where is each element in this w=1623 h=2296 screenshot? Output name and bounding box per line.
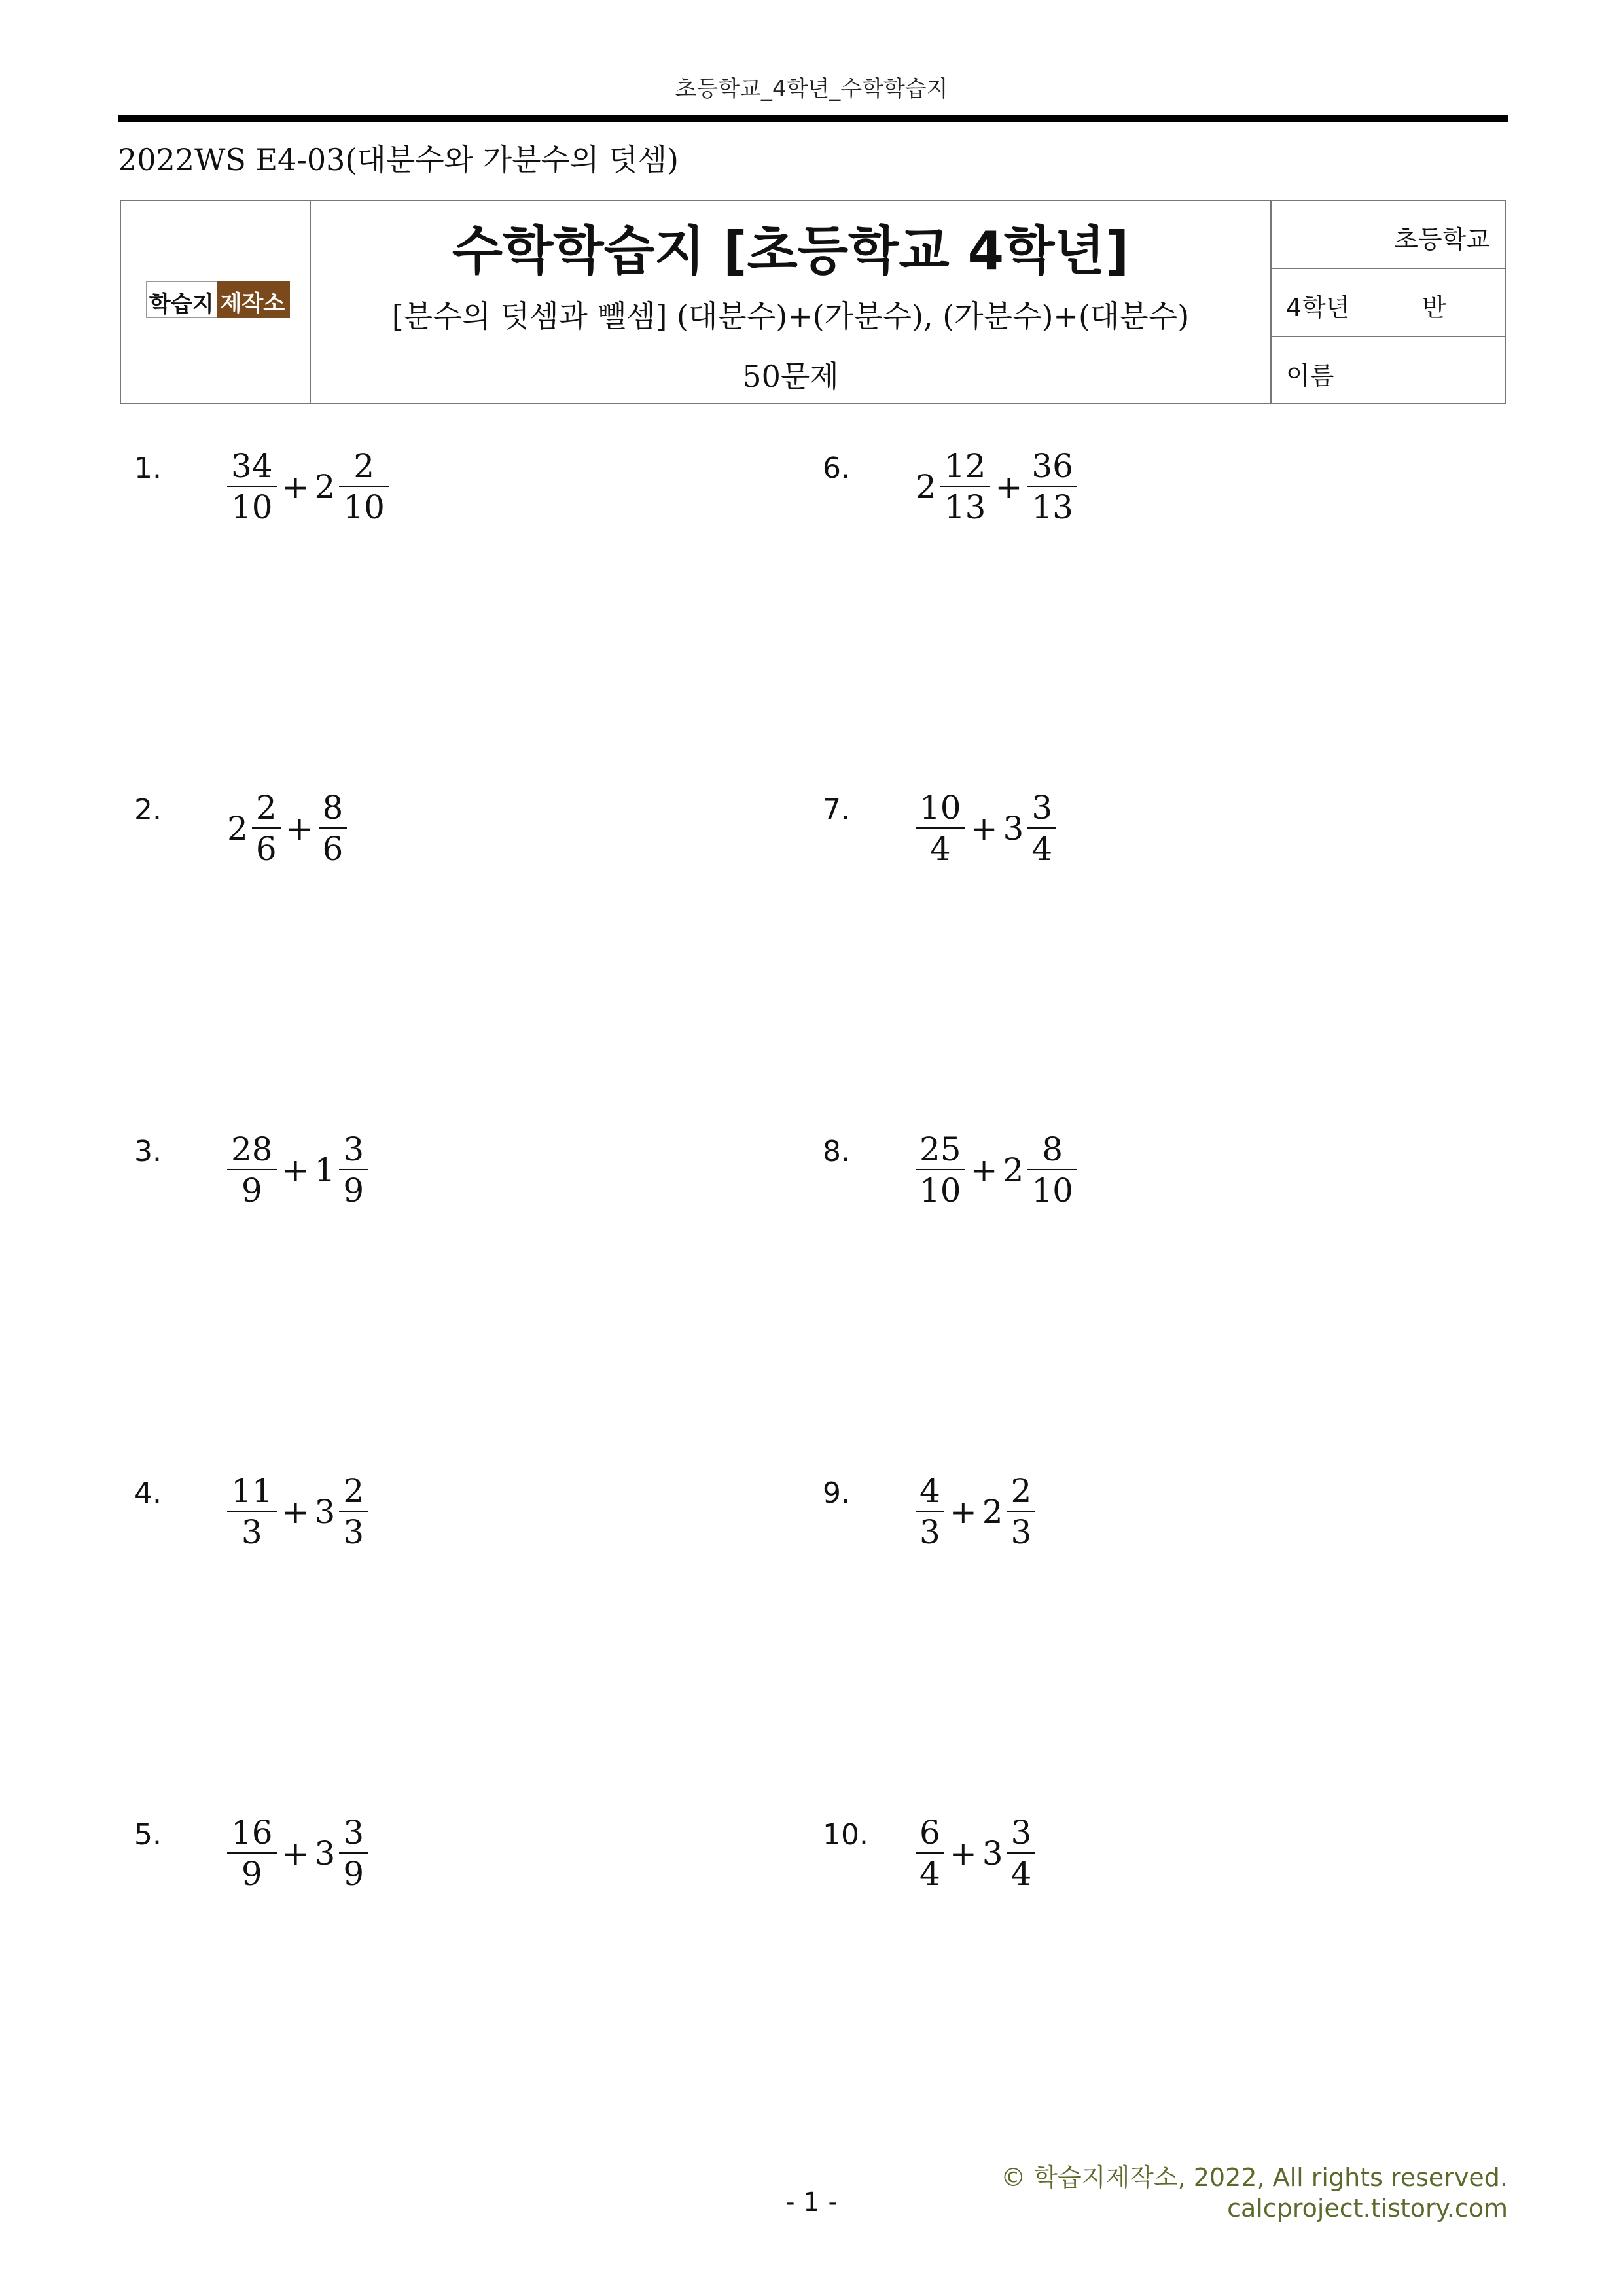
worksheet-title: 수학학습지 [초등학교 4학년] xyxy=(452,221,1130,281)
plus-operator: + xyxy=(281,1151,310,1189)
fraction-expression xyxy=(224,446,391,528)
numerator: 11 xyxy=(231,1472,273,1510)
header-table xyxy=(120,200,1506,404)
fraction-expression xyxy=(913,788,1059,869)
fraction xyxy=(252,788,281,869)
denominator: 3 xyxy=(241,1513,262,1551)
title-cell xyxy=(311,201,1272,403)
fraction xyxy=(227,446,277,528)
fraction xyxy=(227,1813,277,1894)
running-header: 초등학교_4학년_수학학습지 xyxy=(675,76,948,102)
publisher-logo xyxy=(146,281,290,318)
denominator: 4 xyxy=(919,1855,940,1893)
fraction xyxy=(916,1130,965,1211)
numerator: 28 xyxy=(231,1130,273,1168)
fraction xyxy=(319,788,348,869)
denominator: 10 xyxy=(1031,1172,1073,1210)
school-label: 초등학교 xyxy=(1394,225,1490,254)
worksheet-subtitle: [분수의 덧셈과 뺄셈] (대분수)+(가분수), (가분수)+(대분수) xyxy=(391,298,1190,334)
grade-label: 4학년 xyxy=(1286,293,1350,322)
plus-operator: + xyxy=(281,1835,310,1873)
logo-left-text: 학습지 xyxy=(146,281,217,318)
denominator: 10 xyxy=(343,488,385,526)
numerator: 16 xyxy=(231,1814,273,1852)
whole-number: 2 xyxy=(916,468,936,506)
school-row xyxy=(1272,201,1505,269)
problem-number: 5. xyxy=(134,1818,162,1852)
fraction-expression xyxy=(913,1130,1080,1211)
whole-number: 3 xyxy=(314,1493,336,1531)
fraction-expression xyxy=(913,1471,1038,1552)
whole-number: 2 xyxy=(314,468,336,506)
problem-number: 9. xyxy=(823,1477,850,1510)
class-label: 반 xyxy=(1422,293,1446,322)
plus-operator: + xyxy=(281,468,310,506)
denominator: 4 xyxy=(1010,1855,1032,1893)
plus-operator: + xyxy=(970,810,998,848)
numerator: 10 xyxy=(919,789,961,827)
name-label: 이름 xyxy=(1286,361,1334,390)
grade-class-row xyxy=(1272,269,1505,337)
denominator: 4 xyxy=(929,830,951,868)
whole-number: 3 xyxy=(982,1835,1003,1873)
numerator: 3 xyxy=(343,1130,365,1168)
document-code: 2022WS E4-03(대분수와 가분수의 덧셈) xyxy=(118,142,679,177)
numerator: 2 xyxy=(255,789,277,827)
numerator: 6 xyxy=(919,1814,940,1852)
numerator: 25 xyxy=(919,1130,961,1168)
fraction xyxy=(916,1813,944,1894)
plus-operator: + xyxy=(949,1493,977,1531)
whole-number: 3 xyxy=(314,1835,336,1873)
numerator: 36 xyxy=(1031,447,1073,485)
numerator: 3 xyxy=(1010,1814,1032,1852)
denominator: 13 xyxy=(944,488,986,526)
fraction xyxy=(1027,1130,1077,1211)
denominator: 4 xyxy=(1031,830,1053,868)
fraction xyxy=(1027,788,1056,869)
denominator: 3 xyxy=(1010,1513,1032,1551)
top-rule xyxy=(118,115,1508,122)
numerator: 8 xyxy=(1042,1130,1063,1168)
page-number: - 1 - xyxy=(785,2187,838,2217)
fraction xyxy=(227,1130,277,1211)
numerator: 12 xyxy=(944,447,986,485)
denominator: 6 xyxy=(255,830,277,868)
student-info-cell xyxy=(1272,201,1505,403)
numerator: 8 xyxy=(322,789,344,827)
plus-operator: + xyxy=(281,1493,310,1531)
fraction xyxy=(339,446,389,528)
denominator: 9 xyxy=(241,1172,262,1210)
logo-cell xyxy=(121,201,311,403)
denominator: 9 xyxy=(343,1172,365,1210)
fraction-expression xyxy=(224,1813,370,1894)
fraction xyxy=(916,1471,944,1552)
copyright-notice: © 학습지제작소, 2022, All rights reserved. xyxy=(1001,2163,1508,2192)
problem-number: 2. xyxy=(134,793,162,827)
fraction xyxy=(339,1130,368,1211)
name-row xyxy=(1272,337,1505,405)
fraction xyxy=(1027,446,1077,528)
fraction xyxy=(916,788,965,869)
fraction-expression xyxy=(224,1130,370,1211)
numerator: 3 xyxy=(343,1814,365,1852)
denominator: 10 xyxy=(231,488,273,526)
fraction xyxy=(1007,1813,1036,1894)
numerator: 34 xyxy=(231,447,273,485)
fraction-expression xyxy=(224,788,349,869)
whole-number: 1 xyxy=(314,1151,336,1189)
denominator: 3 xyxy=(343,1513,365,1551)
fraction xyxy=(1007,1471,1036,1552)
numerator: 2 xyxy=(343,1472,365,1510)
numerator: 3 xyxy=(1031,789,1053,827)
fraction xyxy=(339,1813,368,1894)
fraction xyxy=(227,1471,277,1552)
problem-number: 6. xyxy=(823,452,850,485)
denominator: 13 xyxy=(1031,488,1073,526)
numerator: 2 xyxy=(353,447,375,485)
plus-operator: + xyxy=(285,810,313,848)
denominator: 9 xyxy=(343,1855,365,1893)
plus-operator: + xyxy=(995,468,1023,506)
fraction-expression xyxy=(913,446,1080,528)
problem-number: 3. xyxy=(134,1135,162,1168)
whole-number: 2 xyxy=(1003,1151,1024,1189)
whole-number: 2 xyxy=(227,810,248,848)
problem-number: 8. xyxy=(823,1135,850,1168)
denominator: 3 xyxy=(919,1513,940,1551)
whole-number: 3 xyxy=(1003,810,1024,848)
numerator: 2 xyxy=(1010,1472,1032,1510)
problem-number: 10. xyxy=(823,1818,868,1852)
fraction-expression xyxy=(913,1813,1038,1894)
denominator: 6 xyxy=(322,830,344,868)
fraction xyxy=(339,1471,368,1552)
fraction-expression xyxy=(224,1471,370,1552)
site-url: calcproject.tistory.com xyxy=(1227,2194,1508,2223)
plus-operator: + xyxy=(970,1151,998,1189)
denominator: 10 xyxy=(919,1172,961,1210)
plus-operator: + xyxy=(949,1835,977,1873)
problem-number: 1. xyxy=(134,452,162,485)
denominator: 9 xyxy=(241,1855,262,1893)
problem-number: 4. xyxy=(134,1477,162,1510)
problem-number: 7. xyxy=(823,793,850,827)
numerator: 4 xyxy=(919,1472,940,1510)
whole-number: 2 xyxy=(982,1493,1003,1531)
logo-right-text: 제작소 xyxy=(217,281,291,318)
fraction xyxy=(940,446,990,528)
problem-count: 50문제 xyxy=(742,359,839,394)
